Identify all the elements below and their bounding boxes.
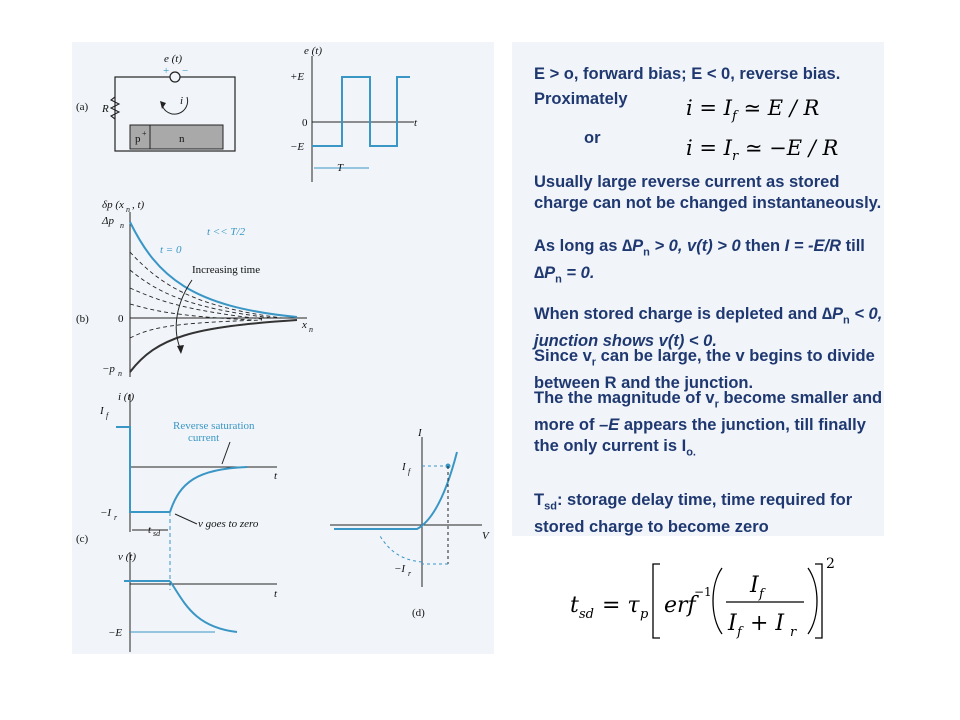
para5-b: can be large, the v begins to divide between R and the junction. [534, 347, 875, 393]
para6-sub-r: r [714, 398, 719, 411]
para3-c: then [740, 237, 785, 255]
iv-curve [334, 452, 457, 529]
para4-delta: ∆P [821, 305, 843, 323]
panel-a-label: (a) [76, 101, 89, 113]
carrier-t0: t = 0 [160, 244, 182, 256]
formula-svg [560, 550, 850, 650]
para5-a: Since v [534, 347, 592, 365]
para6-a: The the magnitude of v [534, 389, 715, 407]
formula-inv: −1 [694, 585, 712, 599]
para4-b: < 0, junction shows [534, 305, 883, 351]
current-ylabel: i (t) [118, 391, 135, 403]
eq1-sub: f [731, 109, 737, 125]
right-bracket [815, 564, 822, 638]
source-circle [170, 72, 180, 82]
formula-lhs: t [570, 593, 579, 618]
para3-sub2: n [555, 273, 562, 286]
diode-figure [72, 42, 494, 654]
carrier-top-sub: n [120, 221, 124, 230]
iv-ir-label: −I [394, 563, 406, 575]
para3-f: = 0. [561, 264, 595, 283]
iv-xlabel: V [482, 530, 489, 542]
formula-num: I [750, 573, 759, 598]
para6-b: become smaller and more of [534, 389, 883, 435]
carrier-xlabel: x [302, 319, 307, 331]
carrier-top: Δp [102, 215, 114, 227]
left-paren [713, 568, 722, 634]
panel-d-label: (d) [412, 607, 425, 619]
para3-delta2: ∆P [534, 264, 556, 283]
tsd-label-sub: sd [153, 529, 161, 538]
carrier-annotation: Increasing time [192, 264, 261, 276]
wave-plus-e: +E [290, 71, 305, 83]
eq2-sub: r [731, 149, 739, 165]
current-loop-arrow [162, 97, 188, 114]
voltage-xlabel: t [274, 588, 278, 600]
panel-a-circuit [76, 53, 235, 151]
right-paren [808, 568, 817, 634]
para7-sub: sd [544, 500, 557, 513]
para3-sub: n [643, 246, 650, 259]
tsd-label: t [148, 524, 152, 536]
increasing-time-arrowhead [177, 345, 184, 354]
panel-b-label: (b) [76, 313, 89, 325]
reverse-sat-label-2: current [188, 432, 220, 444]
wave-minus-e: −E [290, 141, 305, 153]
carrier-curve-dash-5 [130, 320, 262, 338]
para7-b: : storage delay time, time required for stored charge to become zero [534, 491, 853, 537]
current-trace-flat [116, 427, 170, 512]
p-region-sup: + [142, 129, 147, 138]
carrier-ylabel-end: , t) [132, 199, 145, 211]
current-ir-label: −I [100, 507, 112, 519]
para6-sub: o. [686, 446, 696, 459]
iv-ylabel: I [418, 427, 422, 439]
current-ir-sub: r [114, 513, 118, 522]
panel-b-carriers [76, 199, 313, 378]
current-if-label: I [100, 405, 104, 417]
panel-a-waveform [290, 45, 418, 182]
carrier-ylabel-sub: n [126, 205, 130, 214]
iv-return-dash [380, 536, 422, 562]
carrier-bottom: −p [102, 363, 115, 375]
para3-a: As long as [534, 237, 623, 255]
paragraph-as-long-as [534, 236, 884, 291]
formula-den-a: I [728, 611, 737, 636]
reverse-sat-label: Reverse saturation [173, 420, 255, 432]
para6-d: appears the junction, till finally the only current is I [534, 416, 866, 456]
carrier-curve-dash-1 [130, 252, 282, 318]
carrier-curve-final [130, 320, 297, 372]
para4-c: v(t) < 0. [658, 332, 717, 351]
eq2-rhs: ≃ −E / R [738, 136, 839, 160]
panel-c-current [76, 391, 278, 590]
p-region-label: p [135, 133, 141, 145]
paragraph-reverse-current: Usually large reverse current as stored charge can not be changed instantaneously. [534, 173, 882, 212]
paragraph-tsd [534, 490, 884, 538]
current-trace-recovery [170, 467, 247, 512]
proximately-label: Proximately [534, 90, 628, 108]
current-label: i [180, 95, 184, 107]
n-region-label: n [179, 133, 185, 145]
para4-sub: n [843, 314, 850, 327]
para7-a: T [534, 491, 545, 509]
voltage-minus-e: −E [108, 627, 123, 639]
iv-if-sub: f [408, 467, 411, 476]
equation-reverse [686, 136, 838, 164]
carrier-condition: t << T/2 [207, 226, 246, 238]
formula-den-plus: + I [750, 611, 785, 636]
panel-c-label: (c) [76, 533, 89, 545]
paragraph-magnitude [534, 388, 884, 464]
para3-d: I = -E/R [784, 237, 842, 255]
iv-if-label: I [402, 461, 406, 473]
iv-ir-sub: r [408, 569, 412, 578]
panel-c-voltage [108, 551, 278, 652]
para6-c: –E [599, 416, 620, 435]
left-bracket [653, 564, 660, 638]
carrier-bottom-sub: n [118, 369, 122, 378]
formula-num-sub: f [759, 587, 764, 602]
source-plus: + [163, 65, 170, 77]
carrier-xlabel-sub: n [309, 325, 313, 334]
bias-line: E > o, forward bias; E < 0, reverse bias. [534, 65, 841, 83]
eq1-rhs: ≃ E / R [736, 96, 820, 120]
storage-delay-formula [560, 550, 850, 650]
para5-sub: r [591, 356, 597, 369]
para3-e: till [841, 237, 865, 255]
voltage-trace-fall [170, 581, 237, 632]
resistor-label: R [102, 103, 109, 115]
para3-delta: ∆P [622, 237, 644, 255]
formula-lhs-sub: sd [579, 607, 594, 622]
formula-eq: = τ [602, 593, 640, 618]
voltage-ylabel: v (t) [118, 551, 137, 563]
source-label: e (t) [164, 53, 183, 65]
or-label: or [584, 129, 601, 147]
eq2-lhs: i = I [686, 136, 732, 160]
figure-svg [72, 42, 494, 654]
equation-forward [686, 96, 819, 124]
formula-power: 2 [826, 556, 835, 572]
carrier-ylabel: δp (x [102, 199, 124, 211]
para3-b: > 0, v(t) > 0 [649, 237, 741, 255]
formula-erf: erf [664, 593, 696, 618]
square-wave [312, 77, 410, 146]
source-minus: − [182, 65, 189, 77]
wave-ylabel: e (t) [304, 45, 323, 57]
eq1-lhs: i = I [686, 96, 732, 120]
para4-a: When stored charge is depleted and [534, 305, 822, 323]
panel-d-iv [330, 427, 490, 619]
v-zero-label: v goes to zero [198, 518, 259, 530]
formula-den-a-sub: f [737, 625, 742, 640]
wave-xlabel: t [414, 117, 418, 129]
v-zero-pointer [175, 514, 197, 524]
formula-den-b-sub: r [790, 625, 797, 640]
formula-tau-sub: p [640, 607, 649, 622]
wave-period: T [337, 162, 344, 174]
wave-zero: 0 [302, 117, 308, 129]
carrier-zero: 0 [118, 313, 124, 325]
reverse-sat-pointer [222, 442, 230, 464]
current-xlabel: t [274, 470, 278, 482]
current-if-sub: f [106, 411, 109, 420]
